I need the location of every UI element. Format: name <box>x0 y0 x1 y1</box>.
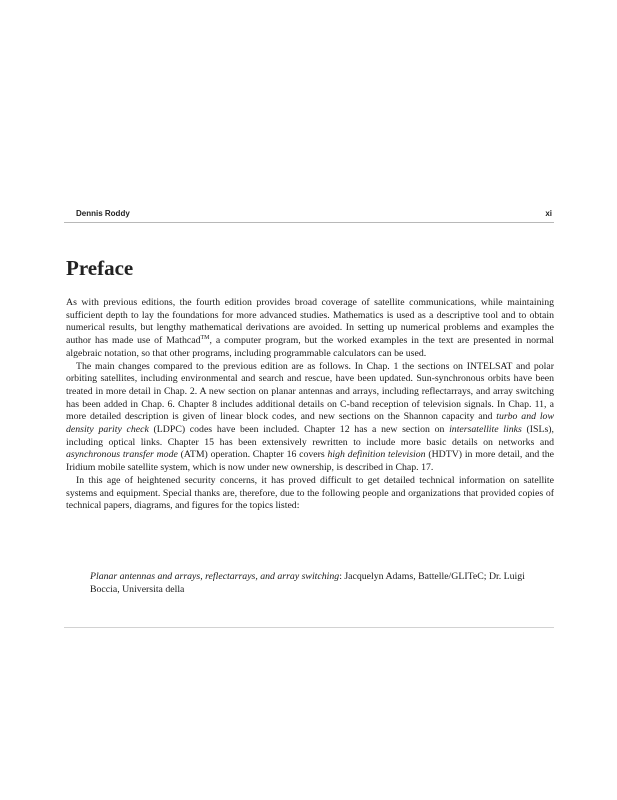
running-header <box>76 209 552 218</box>
footer-divider <box>64 627 554 628</box>
paragraph-2: The main changes compared to the previous edition are as follows. In Chap. 1 the sections on INTELSAT and polar orbiting satellites, including environmental and search and rescue, have been updated. Sun-synchronous orbits have been treated in more detail in Chap. 2. A new section on planar antennas and arrays, including reflectarrays, and array switching has been added in Chap. 6. Chapter 8 includes additional details on C-band reception of television signals. In Chap. 11, a more detailed description is given of linear block codes, and new sections on the Shannon capacity and turbo and low density parity check (LDPC) codes have been included. Chapter 12 has a new section on intersatellite links (ISLs), including optical links. Chapter 15 has been extensively rewritten to include more basic details on networks and asynchronous transfer mode (ATM) operation. Chapter 16 covers high definition television (HDTV) in more detail, and the Iridium mobile satellite system, which is now under new ownership, is described in Chap. 17. <box>66 360 554 474</box>
acknowledgment-topic: Planar antennas and arrays, reflectarrays, and array switching <box>90 571 340 582</box>
header-page-number: xi <box>545 209 552 218</box>
preface-body <box>66 297 554 513</box>
page-title: Preface <box>66 256 134 280</box>
italic-term: asynchronous transfer mode <box>66 449 178 461</box>
header-author: Dennis Roddy <box>76 209 130 218</box>
italic-term: high definition television <box>327 449 426 461</box>
acknowledgment-text: : Jacquelyn Adams, Battelle/GLITeC; Dr. Luigi Boccia, Universita della <box>90 571 525 595</box>
paragraph-3: In this age of heightened security concerns, it has proved difficult to get detailed technical information on satellite systems and equipment. Special thanks are, therefore, due to the following people and organizations that provided copies of technical papers, diagrams, and figures for the topics listed: <box>66 474 554 512</box>
italic-term: intersatellite links <box>449 424 522 436</box>
trademark-mark: TM <box>200 335 210 342</box>
header-divider <box>64 222 554 223</box>
acknowledgment-entry <box>90 570 530 596</box>
paragraph-1: As with previous editions, the fourth edition provides broad coverage of satellite communications, while maintaining sufficient depth to lay the foundations for more advanced studies. Mathematics is used as a descriptive tool and to obtain numerical results, but lengthy mathematical derivations are avoided. In setting up numerical problems and examples the author has made use of Mathcad™, a computer program, but the worked examples in the text are presented in normal algebraic notation, so that other programs, including programmable calculators can be used. <box>66 297 555 359</box>
italic-term: turbo and low density parity check <box>66 411 554 436</box>
